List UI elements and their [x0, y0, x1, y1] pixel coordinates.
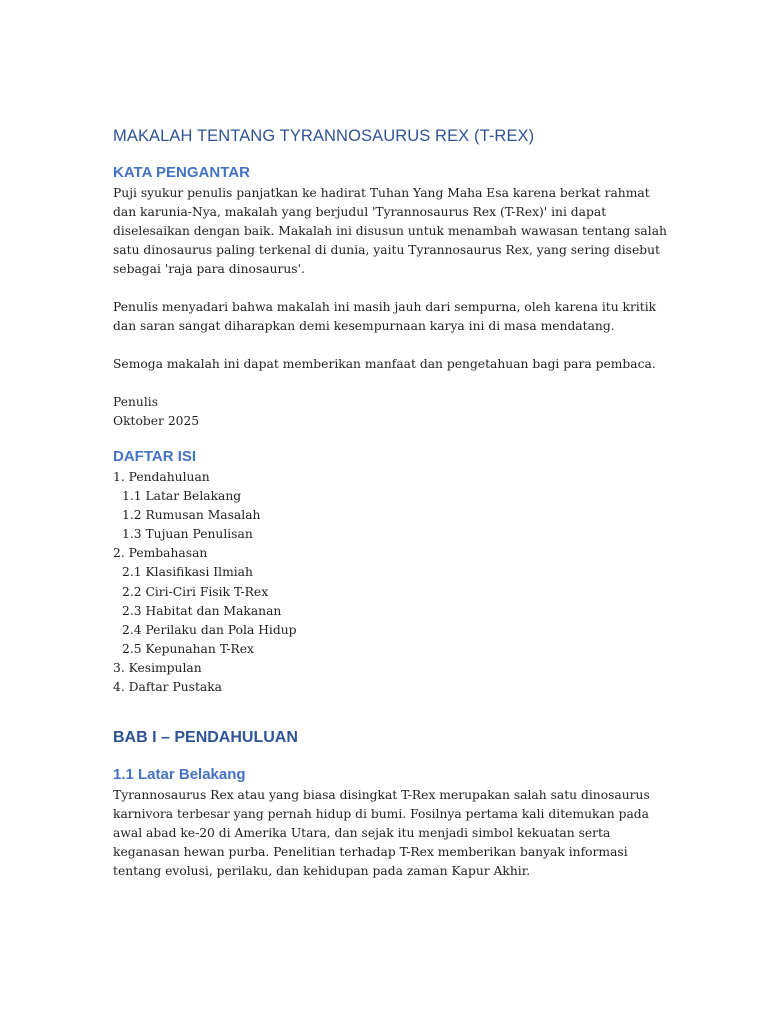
document-title: MAKALAH TENTANG TYRANNOSAURUS REX (T-REX)	[113, 127, 535, 145]
toc-item: 2.2 Ciri-Ciri Fisik T-Rex	[122, 584, 269, 599]
document-content	[113, 124, 673, 881]
kata-pengantar-paragraph-3: Semoga makalah ini dapat memberikan manfaat dan pengetahuan bagi para pembaca.	[113, 357, 656, 371]
toc-item: 1.1 Latar Belakang	[122, 489, 242, 504]
toc-item: 1.2 Rumusan Masalah	[122, 508, 261, 523]
toc-item: 1. Pendahuluan	[113, 470, 210, 484]
latar-belakang-paragraph: Tyrannosaurus Rex atau yang biasa disingkat T-Rex merupakan salah satu dinosaurus karnivora terbesar yang pernah hidup di bumi. Fosilnya pertama kali ditemukan pada awal abad ke-20 di Amerika Utara, dan sejak itu menjadi simbol kekuatan serta keganasan hewan purba. Penelitian terhadap T-Rex memberikan banyak informasi tentang evolusi, perilaku, dan kehidupan pada zaman Kapur Akhir.	[113, 788, 650, 879]
kata-pengantar-paragraph-2: Penulis menyadari bahwa makalah ini masih jauh dari sempurna, oleh karena itu kritik dan saran sangat diharapkan demi kesempurnaan karya ini di masa mendatang.	[113, 300, 657, 333]
toc-item: 3. Kesimpulan	[113, 660, 202, 675]
kata-pengantar-paragraph-1: Puji syukur penulis panjatkan ke hadirat Tuhan Yang Maha Esa karena berkat rahmat dan karunia-Nya, makalah yang berjudul 'Tyrannosaurus Rex (T-Rex)' ini dapat diselesaikan dengan baik. Makalah ini disusun untuk menambah wawasan tentang salah satu dinosaurus paling terkenal di dunia, yaitu Tyrannosaurus Rex, yang sering disebut sebagai 'raja para dinosaurus'.	[113, 186, 667, 276]
toc-item: 2.3 Habitat dan Makanan	[122, 603, 282, 618]
latar-belakang-heading: 1.1 Latar Belakang	[113, 766, 246, 784]
bab1-heading: BAB I – PENDAHULUAN	[113, 729, 298, 747]
toc-item: 4. Daftar Pustaka	[113, 680, 223, 695]
toc-item: 2.1 Klasifikasi Ilmiah	[122, 565, 253, 580]
toc-item: 2. Pembahasan	[113, 546, 208, 561]
toc-item: 1.3 Tujuan Penulisan	[122, 527, 253, 542]
kata-pengantar-heading: KATA PENGANTAR	[113, 164, 250, 181]
toc-item: 2.5 Kepunahan T-Rex	[122, 641, 254, 656]
toc-item: 2.4 Perilaku dan Pola Hidup	[122, 622, 297, 637]
daftar-isi-heading: DAFTAR ISI	[113, 448, 197, 465]
signature-date: Oktober 2025	[113, 414, 200, 428]
signature-name: Penulis	[113, 395, 159, 409]
table-of-contents	[113, 468, 673, 697]
